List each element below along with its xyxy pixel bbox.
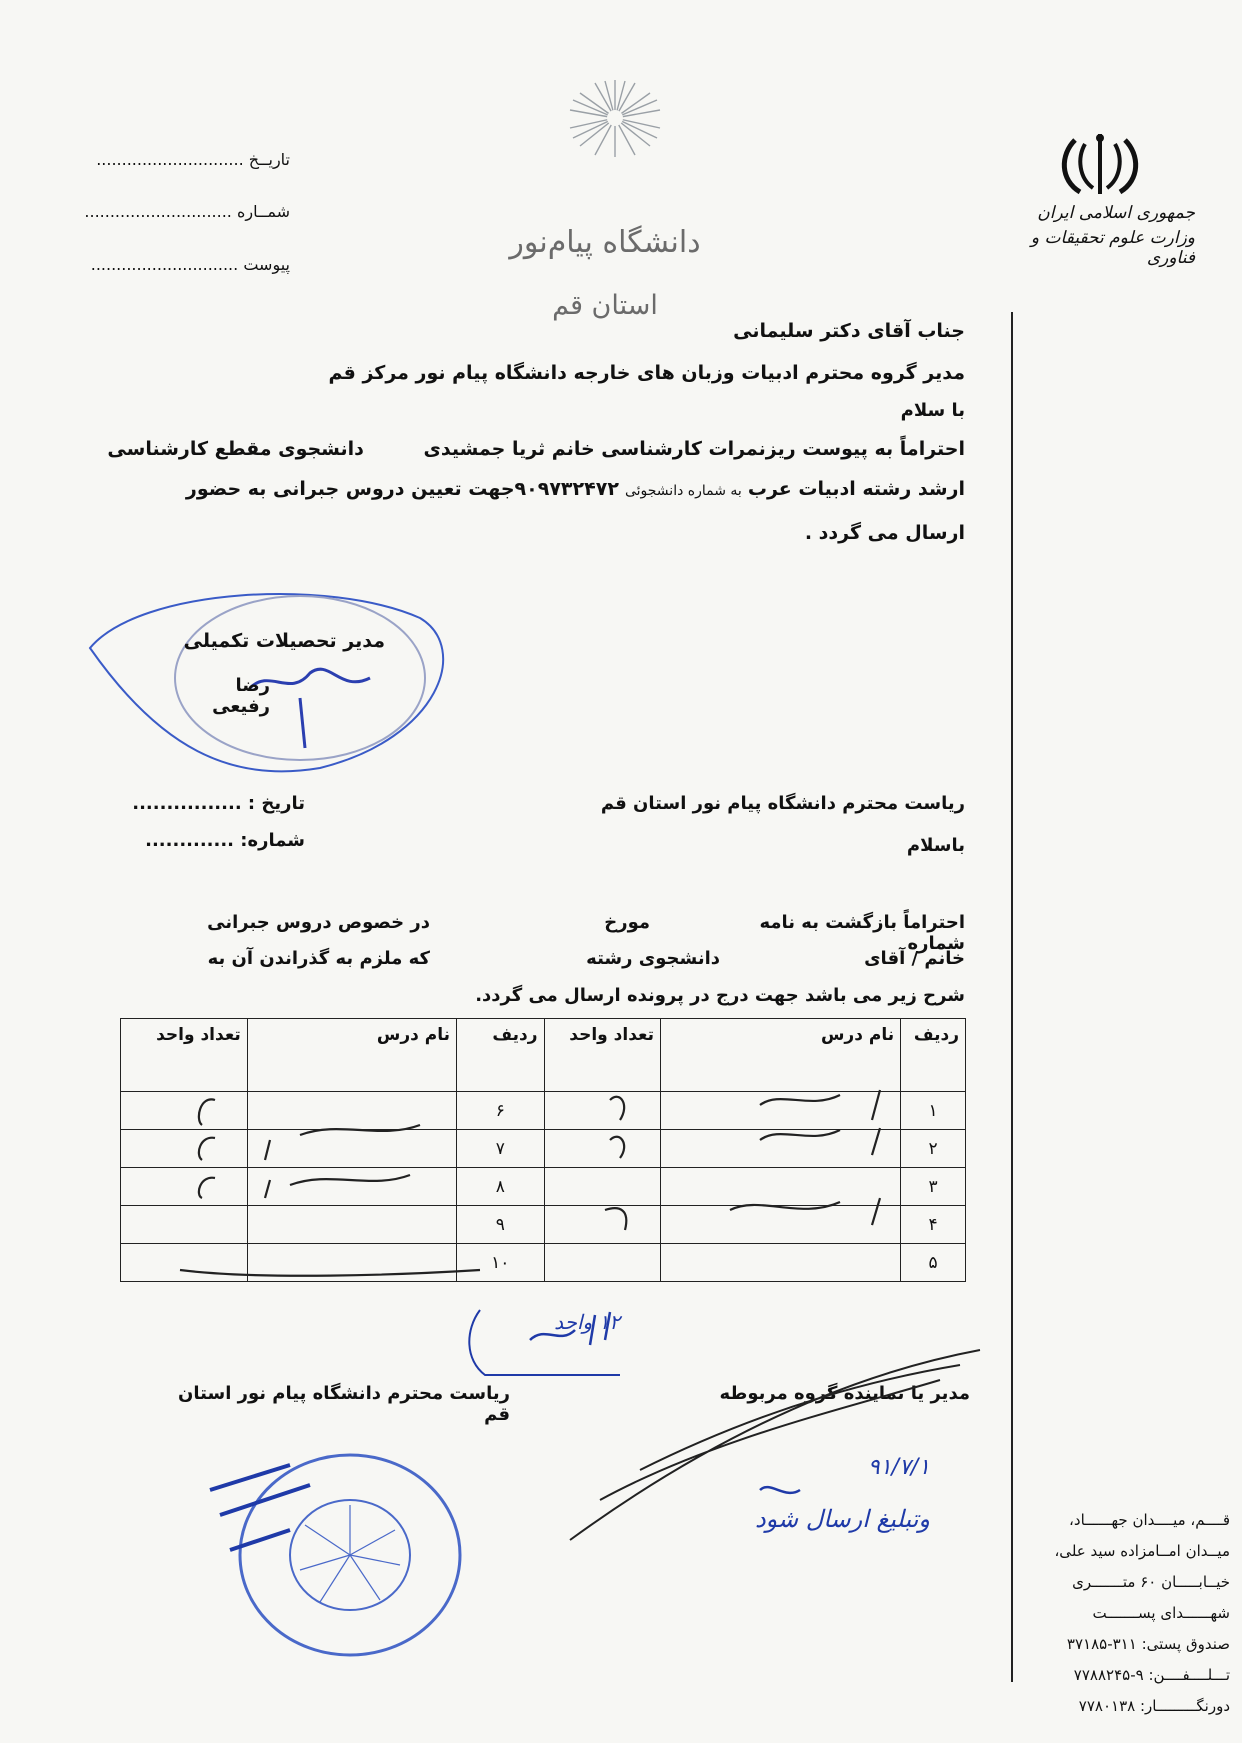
table-header-units-2: تعداد واحد — [121, 1019, 248, 1092]
emblem-caption-1: جمهوری اسلامی ایران — [1037, 203, 1195, 223]
province-name: استان قم — [552, 290, 658, 321]
header-attachment-field — [40, 255, 290, 274]
university-name: دانشگاه پیام‌نور — [509, 225, 701, 260]
address-line-3: خیــابـــــان ۶۰ متـــــــری — [1072, 1573, 1230, 1591]
iran-emblem-icon — [1055, 130, 1145, 200]
university-logo-icon — [560, 78, 670, 158]
handwritten-total: ۱۲ واحد — [554, 1310, 620, 1334]
header-date-label: تاریــخ — [248, 150, 290, 169]
letter1-body-line2 — [140, 478, 965, 500]
letter2-recipient: ریاست محترم دانشگاه پیام نور استان قم — [600, 793, 965, 814]
emblem-caption-2: وزارت علوم تحقیقات و فناوری — [1030, 228, 1195, 268]
letter1-body-line2-a: ارشد رشته ادبیات عرب — [747, 478, 965, 500]
table-cell-row-number-2: ۸ — [456, 1168, 544, 1206]
letter2-line1-c: در خصوص دروس جبرانی — [207, 912, 430, 933]
table-header-row-number-2: ردیف — [456, 1019, 544, 1092]
address-line-4: شهــــــدای پســـــــت — [1092, 1604, 1230, 1622]
university-stamp-icon — [200, 1420, 470, 1670]
header-number-label: شمــاره — [236, 202, 290, 221]
header-attachment-label: پیوست — [243, 255, 290, 274]
header-attachment-dots: ............................. — [90, 255, 239, 274]
group-manager-label: مدیر یا نماینده گروه مربوطه — [719, 1383, 970, 1404]
table-cell-row-number-2: ۶ — [456, 1092, 544, 1130]
letter2-greeting: باسلام — [906, 835, 965, 856]
letter1-body-line3: ارسال می گردد . — [804, 522, 965, 544]
table-cell-row-number: ۵ — [901, 1244, 966, 1282]
letter2-line2-c: که ملزم به گذراندن آن به — [207, 948, 430, 969]
letter1-signer-name: رضا رفیعی — [212, 675, 270, 717]
letter2-line1-a: احتراماً بازگشت به نامه شماره — [759, 912, 965, 954]
table-cell-row-number: ۳ — [901, 1168, 966, 1206]
table-cell-row-number-2: ۱۰ — [456, 1244, 544, 1282]
vertical-divider — [1011, 312, 1013, 1682]
header-number-field — [40, 202, 290, 221]
signature-stamp-icon — [80, 578, 480, 778]
header-date-field — [40, 150, 290, 169]
letter1-signer-title: مدیر تحصیلات تکمیلی — [183, 630, 385, 652]
header-date-dots: ............................. — [96, 150, 244, 169]
handwritten-note: وتبلیغ ارسال شود — [754, 1505, 930, 1533]
address-line-7: دورنگـــــــــار: ۷۷۸۰۱۳۸ — [1078, 1697, 1230, 1715]
letter2-number: شماره: ............. — [145, 830, 305, 851]
letter2-date: تاریخ : ................ — [132, 793, 305, 814]
handwritten-date: ۹۱/۷/۱ — [867, 1455, 930, 1480]
letter1-body-line2-c: ۹۰۹۷۳۲۴۷۲جهت تعیین دروس جبرانی به حضور — [185, 478, 619, 500]
table-header-course-name: نام درس — [661, 1019, 901, 1092]
table-cell-row-number: ۴ — [901, 1206, 966, 1244]
letter2-line2-a: خانم / آقای — [864, 948, 965, 969]
university-head-label: ریاست محترم دانشگاه پیام نور استان قم — [178, 1383, 510, 1425]
table-header-course-name-2: نام درس — [247, 1019, 456, 1092]
handwriting-icon — [120, 1080, 966, 1280]
letter1-body-line2-b: به شماره دانشجوئی — [624, 483, 742, 499]
table-cell-row-number-2: ۷ — [456, 1130, 544, 1168]
letter1-recipient: جناب آقای دکتر سلیمانی — [733, 320, 965, 342]
letter2-line1-b: مورخ — [604, 912, 650, 933]
table-cell-row-number-2: ۹ — [456, 1206, 544, 1244]
table-cell-row-number: ۱ — [901, 1092, 966, 1130]
address-line-1: قــــم، میــــدان جهــــــاد، — [1069, 1511, 1230, 1529]
letter1-body-line1: احتراماً به پیوست ریزنمرات کارشناسی خانم ثریا جمشیدی دانشجوی مقطع کارشناسی — [107, 438, 965, 460]
header-number-dots: ............................. — [84, 202, 232, 221]
letter2-line3: شرح زیر می باشد جهت درج در پرونده ارسال می گردد. — [475, 985, 965, 1006]
address-line-6: تـــلــــفــــن: ۹-۷۷۸۸۲۴۵ — [1073, 1666, 1230, 1684]
table-header-units: تعداد واحد — [544, 1019, 660, 1092]
letter1-greeting: با سلام — [900, 400, 965, 421]
table-cell-row-number: ۲ — [901, 1130, 966, 1168]
address-line-2: میــدان امــامزاده سید علی، — [1054, 1542, 1230, 1560]
table-header-row-number: ردیف — [901, 1019, 966, 1092]
letter2-line2-b: دانشجوی رشته — [586, 948, 720, 969]
address-line-5: صندوق پستی: ۳۱۱-۳۷۱۸۵ — [1066, 1635, 1230, 1653]
letter1-position: مدیر گروه محترم ادبیات وزبان های خارجه دانشگاه پیام نور مرکز قم — [328, 362, 965, 384]
